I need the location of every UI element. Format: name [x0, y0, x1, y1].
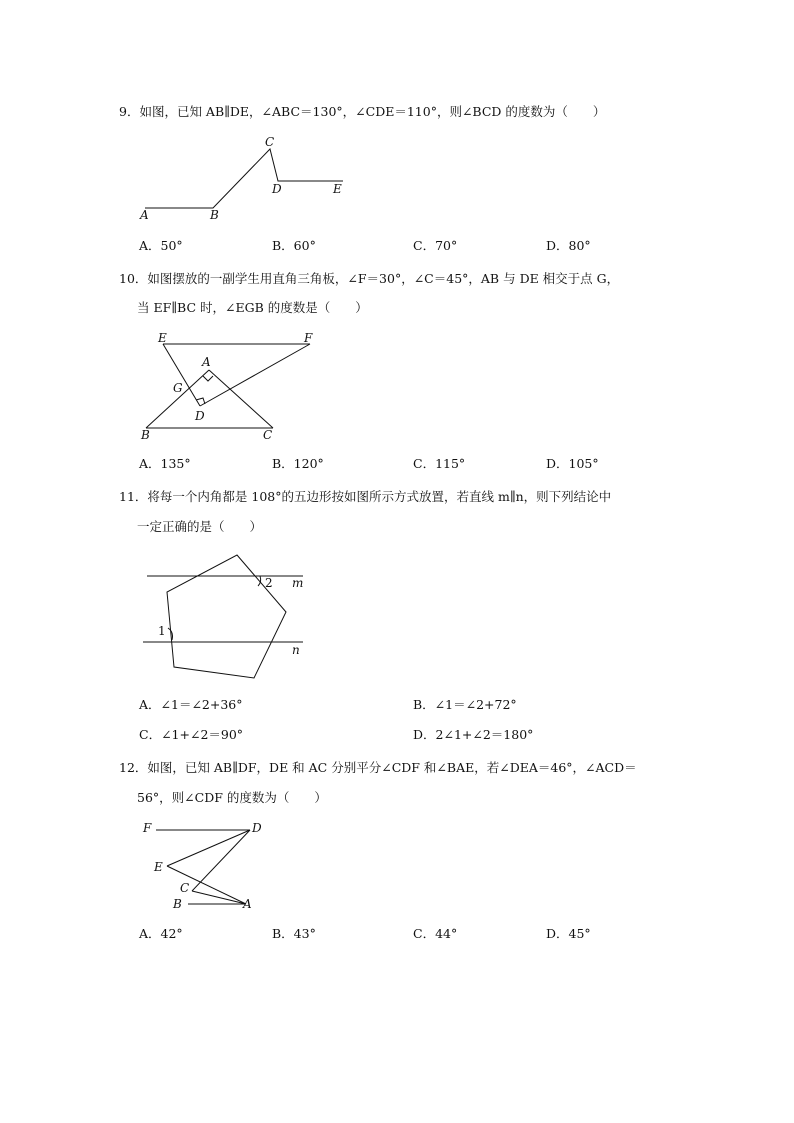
q12-option-d[interactable]: D．45°	[546, 926, 591, 941]
q9-option-d[interactable]: D．80°	[546, 238, 591, 253]
question-12-text-line-1: 12．如图，已知 AB∥DF，DE 和 AC 分别平分∠CDF 和∠BAE，若∠DEA＝46°，∠ACD＝	[119, 760, 637, 775]
q11-label-angle-2: 2	[265, 576, 273, 590]
question-11-text-line-1: 11．将每一个内角都是 108°的五边形按如图所示方式放置，若直线 m∥n，则下列结论中	[119, 489, 612, 504]
q9-option-a[interactable]: A．50°	[139, 238, 183, 253]
q10-label-C: C	[263, 428, 273, 442]
question-12-text-line-2: 56°，则∠CDF 的度数为（ ）	[137, 790, 327, 805]
q10-label-B: B	[141, 428, 150, 442]
q11-option-b[interactable]: B．∠1＝∠2+72°	[413, 697, 517, 712]
q9-label-C: C	[265, 135, 275, 149]
q11-option-a[interactable]: A．∠1＝∠2+36°	[139, 697, 243, 712]
q12-label-B: B	[173, 897, 182, 911]
q9-option-b[interactable]: B．60°	[272, 238, 316, 253]
q10-option-b[interactable]: B．120°	[272, 456, 324, 471]
q12-label-F: F	[143, 821, 152, 835]
q9-label-B: B	[210, 208, 219, 222]
q12-segment-DE	[167, 830, 250, 866]
q12-label-E: E	[154, 860, 163, 874]
q9-option-c[interactable]: C．70°	[413, 238, 458, 253]
q11-label-angle-1: 1	[158, 624, 166, 638]
q12-label-C: C	[180, 881, 190, 895]
q11-label-m: m	[292, 576, 304, 590]
q12-option-a[interactable]: A．42°	[139, 926, 183, 941]
question-10-text-line-2: 当 EF∥BC 时，∠EGB 的度数是（ ）	[137, 300, 368, 315]
q9-label-D: D	[272, 182, 282, 196]
q10-label-F: F	[304, 331, 313, 345]
q12-option-b[interactable]: B．43°	[272, 926, 316, 941]
question-10-text-line-1: 10．如图摆放的一副学生用直角三角板，∠F＝30°，∠C＝45°，AB 与 DE 相交于点 G，	[119, 271, 620, 286]
q12-label-A: A	[243, 897, 252, 911]
q9-label-A: A	[140, 208, 149, 222]
q11-option-d[interactable]: D．2∠1+∠2＝180°	[413, 727, 534, 742]
q12-label-D: D	[252, 821, 262, 835]
q11-label-n: n	[292, 643, 300, 657]
q12-segment-CA	[192, 891, 246, 904]
q10-label-D: D	[195, 409, 205, 423]
q10-option-c[interactable]: C．115°	[413, 456, 466, 471]
question-11-text-line-2: 一定正确的是（ ）	[137, 519, 263, 534]
q12-option-c[interactable]: C．44°	[413, 926, 458, 941]
q10-label-A: A	[202, 355, 211, 369]
q12-segment-DC	[192, 830, 250, 891]
q9-label-E: E	[333, 182, 342, 196]
q10-option-d[interactable]: D．105°	[546, 456, 599, 471]
q11-option-c[interactable]: C．∠1+∠2＝90°	[139, 727, 244, 742]
q10-option-a[interactable]: A．135°	[139, 456, 191, 471]
q10-label-G: G	[173, 381, 183, 395]
q10-label-E: E	[158, 331, 167, 345]
question-9-text: 9．如图，已知 AB∥DE，∠ABC＝130°，∠CDE＝110°，则∠BCD 的度数为（ ）	[119, 104, 606, 119]
